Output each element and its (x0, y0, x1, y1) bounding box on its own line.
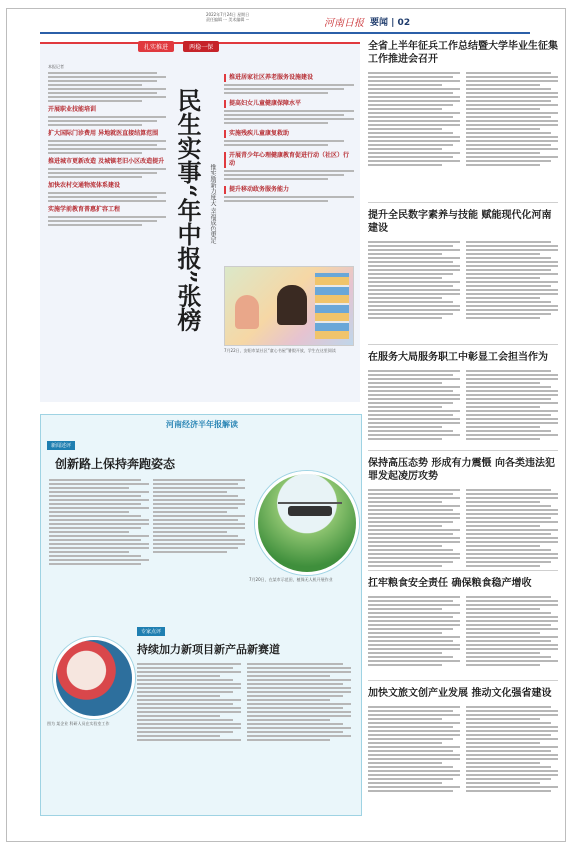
left-item: 推进城市更新改造 及城镇老旧小区改造提升 (48, 158, 165, 165)
article (368, 344, 558, 442)
photo-caption: 图为 某企业 科研人员在实验室工作 (47, 721, 110, 726)
article-column (49, 477, 149, 567)
list-item-title: 提升移动政务服务能力 (224, 186, 354, 194)
section-tag: 新闻述评 (47, 441, 75, 450)
article (368, 40, 558, 168)
article-column (137, 661, 241, 743)
list-item-title: 推进居家社区养老服务设施建设 (224, 74, 354, 82)
headline: 加快文旅文创产业发展 推动文化强省建设 (368, 688, 552, 699)
drone-photo (255, 471, 359, 575)
article (368, 570, 558, 668)
economy-banner: 河南经济半年报解读 (166, 420, 238, 429)
article (368, 680, 558, 794)
headline: 保持高压态势 形成有力震慑 向各类违法犯罪发起凌厉攻势 (368, 458, 555, 482)
left-item: 实施学前教育普惠扩容工程 (48, 206, 121, 213)
headline: 在服务大局服务职工中彰显工会担当作为 (368, 352, 548, 363)
section-tag: 专家点评 (137, 627, 165, 636)
date-line: 2022年7月24日 星期日 (206, 12, 250, 17)
reading-photo (224, 266, 354, 346)
list-item (224, 74, 354, 94)
headline: 扛牢粮食安全责任 确保粮食稳产增收 (368, 578, 532, 589)
lab-photo (53, 637, 135, 719)
list-item (224, 100, 354, 124)
list-item (224, 152, 354, 180)
newspaper-logo: 河南日报 (324, 18, 364, 29)
left-item: 开展职业技能培训 (48, 106, 97, 113)
economy-block (40, 414, 362, 816)
article-title: 持续加力新项目新产品新赛道 (137, 643, 280, 656)
left-item: 扩大国际门诊费用 异地就医直接结算范围 (48, 130, 159, 137)
feature-list (224, 74, 354, 208)
tag-1: 扎实推进 (138, 41, 174, 52)
article (368, 202, 558, 321)
header-date (206, 12, 302, 22)
headline: 提升全民数字素养与技能 赋能现代化河南建设 (368, 210, 552, 234)
feature-left-column (48, 64, 166, 228)
article-column (153, 477, 245, 555)
feature-block (40, 42, 360, 402)
intro-label: 本报记者 (48, 64, 64, 69)
list-item-title: 提高妇女儿童健康保障水平 (224, 100, 354, 108)
list-item-title: 开展青少年心理健康教育促进行动（社区）行动 (224, 152, 354, 168)
photo-caption: 7月22日，安阳市某社区“童心书屋”暑假开放，学生在这里阅读 (224, 348, 336, 353)
photo-caption: 7月20日，在某市示范田，植保无人机开展作业 (249, 577, 333, 582)
headline: 全省上半年征兵工作总结暨大学毕业生征集工作推进会召开 (368, 41, 558, 65)
left-item: 加快农村交通物流体系建设 (48, 182, 121, 189)
feature-title: 民生实事“年中报”张榜 (173, 88, 202, 332)
editor-line: 责任编辑 ··· 美术编辑 ··· (206, 17, 250, 22)
article-column (247, 661, 351, 743)
article (368, 450, 558, 569)
tag-2: 两稳一保 (183, 41, 219, 52)
article-title: 创新路上保持奔跑姿态 (55, 457, 176, 471)
page-header (40, 12, 530, 34)
list-item (224, 130, 354, 146)
section-label: 要闻 | 02 (370, 18, 411, 28)
feature-tags (138, 34, 223, 51)
list-item (224, 186, 354, 202)
feature-subtitle: 惟实励新力度大 幸福成色更足 (209, 164, 216, 244)
list-item-title: 实施残疾儿童康复救助 (224, 130, 354, 138)
